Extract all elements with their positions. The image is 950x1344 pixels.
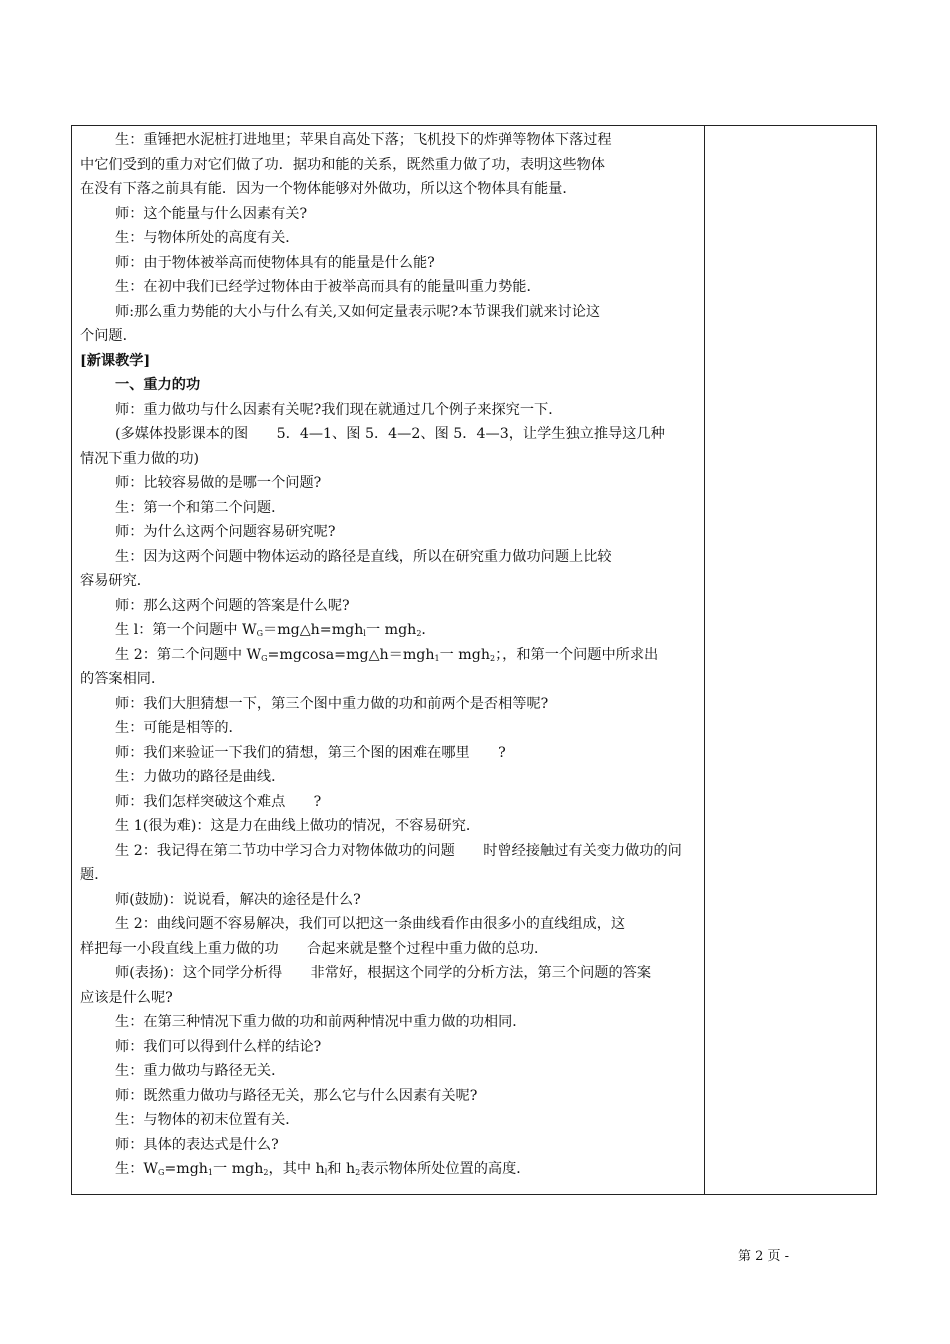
subscript: 2	[263, 1168, 269, 1177]
text-run: 师：比较容易做的是哪一个问题?	[115, 475, 322, 491]
text-line	[80, 912, 700, 937]
text-line	[80, 177, 700, 202]
text-line	[80, 251, 700, 276]
text-run: 在没有下落之前具有能．因为一个物体能够对外做功，所以这个物体具有能量．	[80, 181, 577, 197]
text-line	[80, 961, 700, 986]
lesson-table	[71, 125, 877, 1195]
text-run: 师：为什么这两个问题容易研究呢?	[115, 524, 336, 540]
text-line	[80, 373, 700, 398]
text-run: ．	[421, 622, 436, 638]
text-run: 中它们受到的重力对它们做了功．据功和能的关系，既然重力做了功，表明这些物体	[80, 156, 605, 173]
text-line	[80, 667, 700, 692]
notes-column	[705, 126, 877, 1194]
lesson-text-column	[80, 128, 700, 1182]
text-run: 一 mgh	[439, 646, 490, 663]
text-run: 师：我们来验证一下我们的猜想，第三个图的困难在哪里 ?	[115, 744, 506, 761]
text-line	[80, 471, 700, 496]
subscript: 2	[355, 1168, 361, 1177]
text-line	[80, 814, 700, 839]
text-run: =mgcosa=mg△h＝mgh	[267, 646, 435, 663]
text-run: 生：W	[115, 1161, 158, 1177]
text-line	[80, 692, 700, 717]
text-line	[80, 937, 700, 962]
subscript: G	[261, 653, 268, 663]
text-run: 容易研究．	[80, 573, 151, 589]
text-run: 生：与物体的初末位置有关．	[115, 1112, 300, 1128]
text-run: 生：因为这两个问题中物体运动的路径是直线，所以在研究重力做功问题上比较	[115, 548, 612, 565]
text-run: 师：重力做功与什么因素有关呢?我们现在就通过几个例子来探究一下．	[115, 401, 563, 418]
text-run: 师：这个能量与什么因素有关?	[115, 205, 308, 222]
text-run: 个问题．	[80, 328, 137, 344]
text-run: 师：我们大胆猜想一下，第三个图中重力做的功和前两个是否相等呢?	[115, 695, 549, 712]
text-run: 师：既然重力做功与路径无关，那么它与什么因素有关呢?	[115, 1087, 478, 1104]
text-line	[80, 1157, 700, 1182]
text-line	[80, 226, 700, 251]
text-run: ＝mg△h=mgh	[263, 622, 364, 638]
text-run: 生 2：第二个问题中 W	[115, 646, 262, 663]
text-run: [新课教学]	[80, 352, 151, 369]
text-run: 师(鼓励)：说说看，解决的途径是什么?	[115, 891, 361, 908]
text-run: 生：在第三种情况下重力做的功和前两种情况中重力做的功相同．	[115, 1014, 527, 1030]
text-line	[80, 1084, 700, 1109]
text-run: 师：具体的表达式是什么?	[115, 1136, 279, 1153]
text-run: 师：那么这两个问题的答案是什么呢?	[115, 597, 350, 614]
text-run: 表示物体所处位置的高度．	[360, 1161, 531, 1177]
subscript: 1	[207, 1168, 214, 1177]
text-line	[80, 1108, 700, 1133]
subscript: G	[256, 629, 264, 638]
text-run: 生：第一个和第二个问题．	[115, 499, 286, 516]
text-line	[80, 300, 700, 325]
text-line	[80, 618, 700, 643]
text-line	[80, 839, 700, 864]
subscript: l	[363, 629, 366, 638]
text-line	[80, 202, 700, 227]
text-run: 师：我们怎样突破这个难点 ?	[115, 793, 322, 810]
text-line	[80, 1133, 700, 1158]
text-line	[80, 790, 700, 815]
subscript: G	[157, 1168, 165, 1177]
text-run: 生：在初中我们已经学过物体由于被举高而具有的能量叫重力势能．	[115, 279, 541, 295]
text-line	[80, 275, 700, 300]
text-line	[80, 496, 700, 521]
text-line	[80, 716, 700, 741]
text-run: 生 l：第一个问题中 W	[115, 622, 257, 638]
subscript: 2	[416, 629, 422, 638]
subscript: 1	[434, 653, 440, 663]
text-line	[80, 569, 700, 594]
text-run: (多媒体投影课本的图 5．4—1、图 5．4—2、图 5．4—3，让学生独立推导这几种	[115, 426, 665, 442]
text-run: 生：可能是相等的．	[115, 720, 243, 736]
text-line	[80, 1010, 700, 1035]
text-run: 生：力做功的路径是曲线．	[115, 769, 286, 785]
text-run: 师：我们可以得到什么样的结论?	[115, 1038, 322, 1055]
text-line	[80, 741, 700, 766]
text-run: =mgh	[164, 1161, 208, 1177]
text-line	[80, 545, 700, 570]
text-run: 师(表扬)：这个同学分析得 非常好，根据这个同学的分析方法，第三个问题的答案	[115, 965, 652, 981]
text-line	[80, 643, 700, 668]
text-run: 生 1(很为难)：这是力在曲线上做功的情况，不容易研究．	[115, 818, 481, 834]
text-line	[80, 863, 700, 888]
text-run: 师：由于物体被举高而使物体具有的能量是什么能?	[115, 254, 435, 271]
text-run: 和 h	[327, 1161, 356, 1177]
text-line	[80, 1059, 700, 1084]
text-run: 样把每一小段直线上重力做的功 合起来就是整个过程中重力做的总功．	[80, 940, 549, 957]
page-number: 第 2 页 -	[738, 1249, 790, 1264]
text-line	[80, 1035, 700, 1060]
subscript: 2	[489, 653, 496, 663]
text-run: 生：重锤把水泥桩打进地里；苹果自高处下落；飞机投下的炸弹等物体下落过程	[115, 132, 612, 148]
text-line	[80, 986, 700, 1011]
text-line	[80, 422, 700, 447]
text-run: 生：与物体所处的高度有关．	[115, 230, 300, 246]
text-line	[80, 594, 700, 619]
text-run: 的答案相同．	[80, 671, 166, 687]
text-run: 应该是什么呢?	[80, 989, 173, 1006]
text-run: 生 2：我记得在第二节功中学习合力对物体做功的问题 时曾经接触过有关变力做功的问	[115, 842, 682, 859]
text-run: 一 mgh	[213, 1161, 264, 1177]
text-run: 情况下重力做的功)	[80, 450, 200, 467]
text-run: 师:那么重力势能的大小与什么有关,又如何定量表示呢?本节课我们就来讨论这	[115, 303, 601, 320]
text-run: ，其中 h	[268, 1161, 325, 1177]
text-line	[80, 447, 700, 472]
text-run: 一 mgh	[365, 622, 417, 638]
text-line	[80, 128, 700, 153]
text-run: ；，和第一个问题中所求出	[495, 646, 659, 663]
text-run: 题．	[80, 867, 109, 883]
text-run: 生：重力做功与路径无关．	[115, 1063, 286, 1079]
text-line	[80, 520, 700, 545]
text-line	[80, 398, 700, 423]
text-line	[80, 888, 700, 913]
text-run: 生 2：曲线问题不容易解决，我们可以把这一条曲线看作由很多小的直线组成，这	[115, 916, 626, 932]
subscript: l	[324, 1168, 328, 1177]
text-run: 一、重力的功	[115, 377, 201, 393]
text-line	[80, 153, 700, 178]
text-line	[80, 349, 700, 374]
text-line	[80, 765, 700, 790]
text-line	[80, 324, 700, 349]
